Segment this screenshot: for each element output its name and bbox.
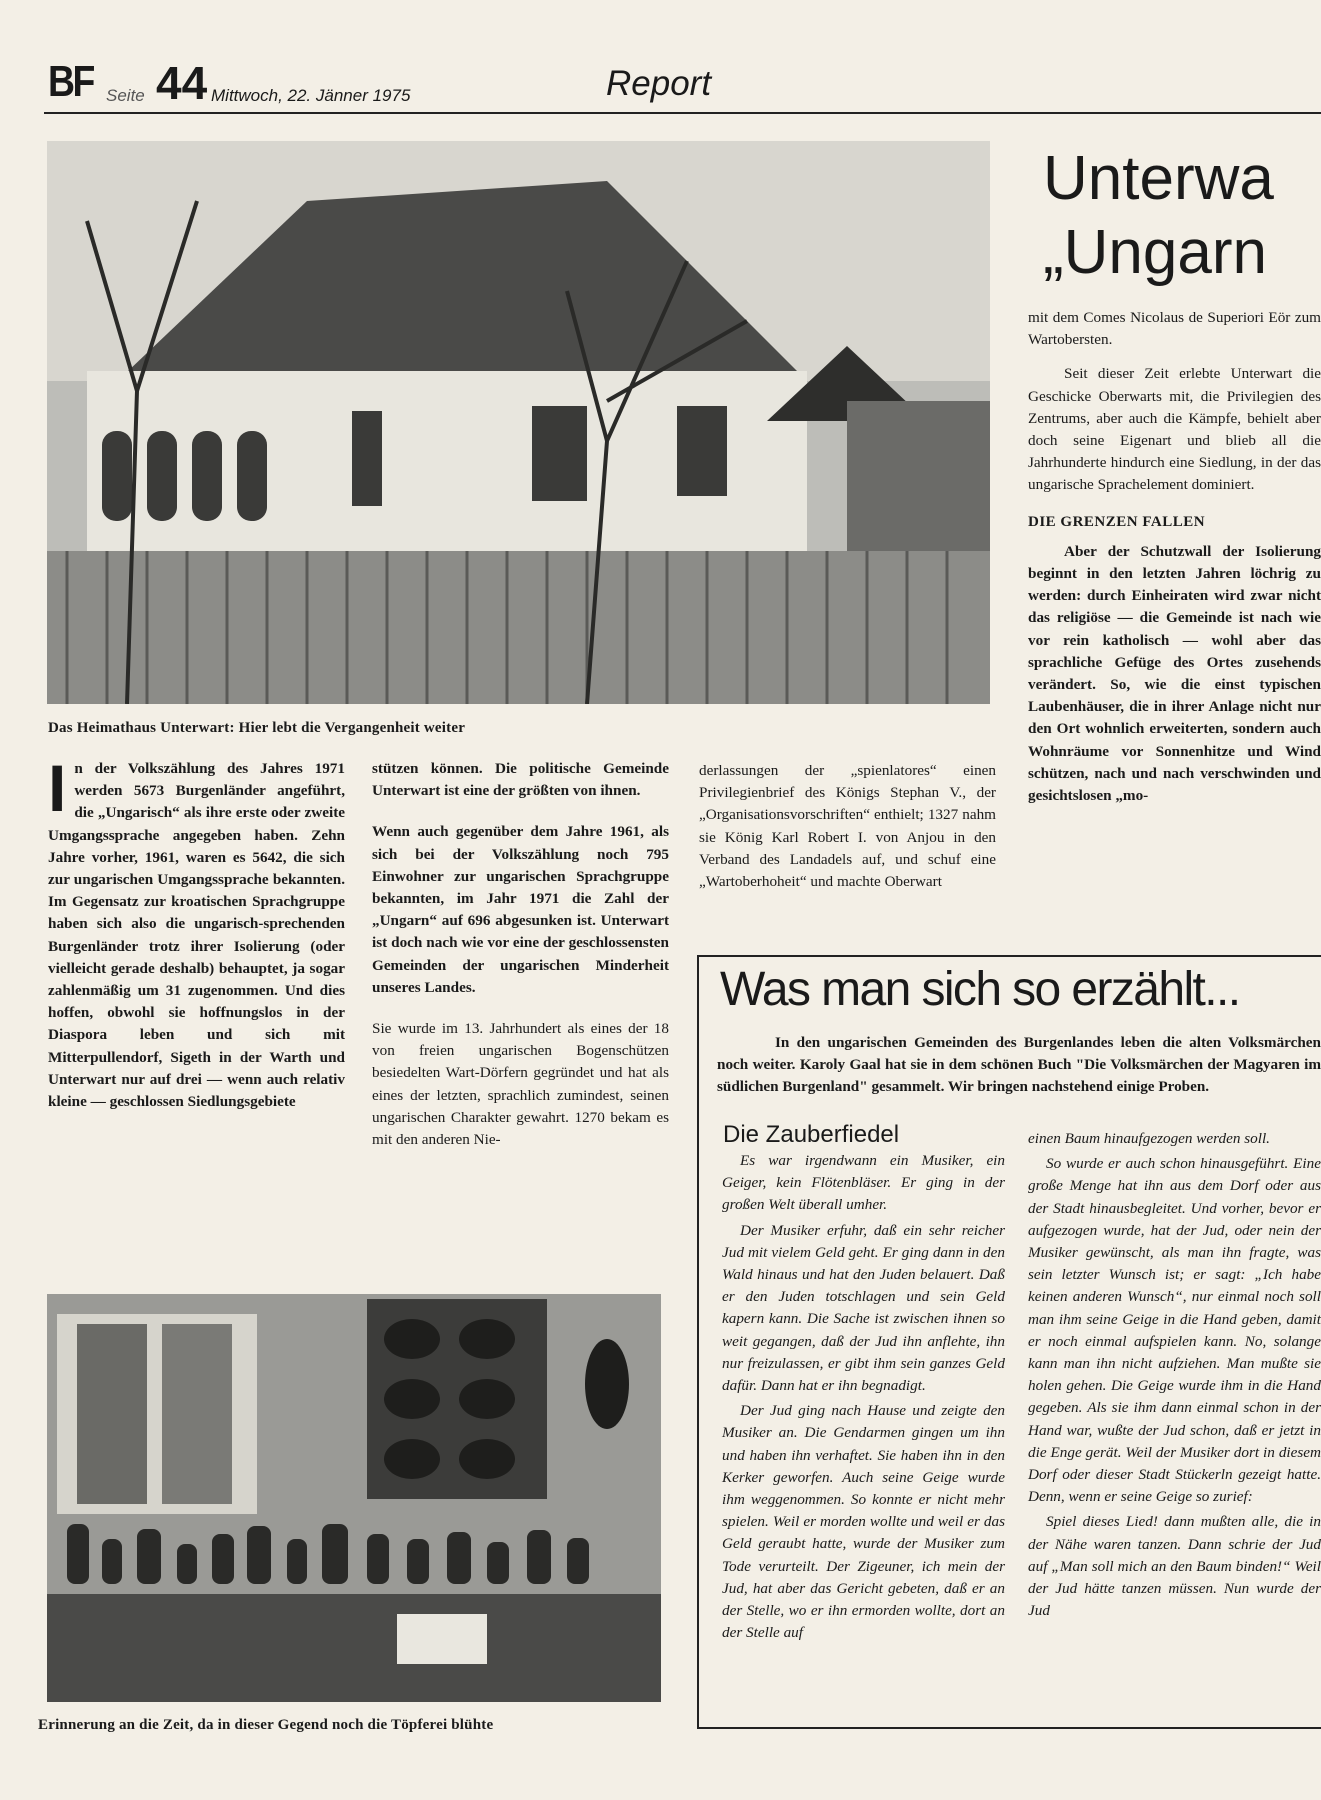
section-title: Report bbox=[606, 64, 712, 103]
article-paragraph: mit dem Comes Nicolaus de Superiori Eör zum Wartobersten. bbox=[1028, 309, 1321, 349]
story-paragraph: einen Baum hinaufgezogen werden soll. bbox=[1028, 1130, 1270, 1147]
article-paragraph: Aber der Schutzwall der Isolierung beginnt in den letzten Jahren löchrig zu werden: durch Einheiraten wird zwar nicht das religiöse — die Gemeinde ist nach wie vor rein katholisch — wohl aber das sprachliche Gefüge des Ortes zusehends verändert. So, wie die einst typischen Laubenhäuser, die in ihrer Anlage nicht nur den Ort wohnlich erweiterten, sondern auch Wohnräume vor Sonnenhitze und Wind schützen, nach und nach verschwinden und gesichtslosen „mo- bbox=[1028, 542, 1321, 805]
story-column-1 bbox=[722, 1150, 1005, 1647]
header-rule bbox=[44, 112, 1321, 114]
story-paragraph: Der Jud ging nach Hause und zeigte den Musiker an. Die Gendarmen gingen um ihn und haben ihn verhaftet. Sie haben ihn in den Kerker geworfen. Auch seine Geige wurde ihm weggenommen. So konnte er nicht mehr spielen. Weil er morden wollte und weil er das Geld geraubt hatte, wurde der Musiker zum Tode verurteilt. Der Zigeuner, ich mein der Jud, hat aber das Gericht gebeten, daß er an der Stelle, wo er ihn ermorden wollte, dort an der Stelle auf bbox=[722, 1402, 1005, 1642]
heimathaus-photo bbox=[47, 141, 990, 704]
page-label: Seite bbox=[106, 86, 145, 105]
photo-caption: Das Heimathaus Unterwart: Hier lebt die Vergangenheit weiter bbox=[48, 720, 466, 736]
headline-line-2: „Ungarn bbox=[1043, 218, 1267, 287]
article-subhead: DIE GRENZEN FALLEN bbox=[1028, 513, 1206, 530]
article-column-1 bbox=[48, 751, 345, 1132]
story-intro: In den ungarischen Gemeinden des Burgenlandes leben die alten Volksmärchen noch weiter. Karoly Gaal hat sie in dem schönen Buch "Die Volksmärchen der Magyaren im südlichen Burgenland" gesammelt. Wir bringen nachstehend einige Proben. bbox=[717, 1034, 1321, 1095]
story-heading: Die Zauberfiedel bbox=[723, 1121, 900, 1148]
story-paragraph: Es war irgendwann ein Musiker, ein Geiger, kein Flötenbläser. Er ging in der großen Welt überall umher. bbox=[722, 1152, 1005, 1214]
article-headline bbox=[1043, 142, 1274, 290]
story-paragraph: Der Musiker erfuhr, daß ein sehr reicher Jud mit vielem Geld geht. Er ging dann in den Wald hinaus und hat den Juden belauert. Daß er den Juden totschlagen und sein Geld kapern kann. Die Sache ist zwischen ihnen so weit gegangen, daß der Jud ihn anflehte, ihn nur freizulassen, er gibt ihm sein ganzes Geld dafür. Dann hat er ihn begnadigt. bbox=[722, 1221, 1005, 1395]
story-title: Was man sich so erzählt... bbox=[720, 963, 1240, 1016]
issue-date: Mittwoch, 22. Jänner 1975 bbox=[211, 86, 411, 105]
article-paragraph: In der Volkszählung des Jahres 1971 werden 5673 Burgenländer angeführt, die „Ungarisch“ als ihre erste oder zweite Umgangssprache angegeben haben. Zehn Jahre vorher, 1961, waren es 5642, die sich zur ungarischen Umgangssprache bekannten. Im Gegensatz zur kroatischen Sprachgruppe haben sich also die ungarisch-sprechenden Burgenländer trotz ihrer Isolierung (oder vielleicht gerade deshalb) behauptet, ja sogar zahlenmäßig um 31 zugenommen. Und dies hoffen, obwohl sie hoffnungslos in der Diaspora leben und sich mit Mitterpullendorf, Sigeth in der Warth und Unterwart nur auf drei — wenn auch relativ kleine — geschlossen Siedlungsgebiete bbox=[48, 751, 345, 1111]
story-paragraph: So wurde er auch schon hinausgeführt. Eine große Menge hat ihn aus dem Dorf oder aus der Stadt hinausbegleitet. Und vorher, bevor er aufgezogen wurde, hat der Jud, oder nein der Musiker gewünscht, als man ihn fragte, was sein letzter Wunsch ist; er sagt: „Ich habe keinen anderen Wunsch“, nur einmal noch soll man ihm seine Geige in die Hand geben, damit er noch einmal aufspielen kann. No, solange kann man ihn nicht aufziehen. Man mußte sie holen gehen. Die Geige wurde ihm in die Hand gegeben. Als sie ihm dann einmal schon in der Hand war, wußte der Jud schon, daß er jetzt in die Enge gerät. Weil der Musiker dort in diesem Dorf oder dieser Stadt Stückerln gezeigt hatte. Denn, wenn er seine Geige so zurief: bbox=[1028, 1155, 1321, 1506]
photo-caption: Erinnerung an die Zeit, da in dieser Gegend noch die Töpferei blühte bbox=[38, 1717, 494, 1733]
headline-line-1: Unterwa bbox=[1043, 144, 1274, 213]
article-column-3 bbox=[699, 760, 996, 912]
story-paragraph: Spiel dieses Lied! dann mußten alle, die in der Nähe waren tanzen. Dann schrie der Jud auf „Man soll mich an den Baum binden!“ Weil der Jud hätte tanzen müssen. Nun wurde der Jud bbox=[1028, 1513, 1321, 1620]
article-column-2 bbox=[372, 758, 669, 1170]
article-column-4 bbox=[1028, 307, 1321, 826]
article-paragraph: Seit dieser Zeit erlebte Unterwart die Geschicke Oberwarts mit, die Privilegien des Zentrums, aber auch die Kämpfe, behielt aber doch seine Eigenart und blieb all die Jahrhunderte hindurch eine Siedlung, in der das ungarische Sprachelement dominiert. bbox=[1028, 365, 1321, 494]
newspaper-logo: BF bbox=[48, 57, 93, 106]
page-number: 44 bbox=[156, 57, 208, 109]
article-paragraph: stützen können. Die politische Gemeinde Unterwart ist eine der größten von ihnen. bbox=[372, 760, 669, 800]
article-paragraph: Wenn auch gegenüber dem Jahre 1961, als sich bei der Volkszählung noch 795 Einwohner zur ungarischen Sprachgruppe bekannten, im Jahr 1971 die Zahl der „Ungarn“ auf 696 abgesunken ist. Unterwart ist doch nach wie vor eine der geschlossensten Gemeinden der ungarischen Minderheit unseres Landes. bbox=[372, 823, 669, 996]
pottery-photo bbox=[47, 1294, 661, 1702]
article-paragraph: derlassungen der „spienlatores“ einen Privilegienbrief des Königs Stephan V., der „Organisationsvorschriften“ enthielt; 1327 nahm sie König Karl Robert I. von Anjou in den Verband des Landadels auf, und schuf eine „Wartoberhoheit“ und machte Oberwart bbox=[699, 762, 996, 891]
article-paragraph: Sie wurde im 13. Jahrhundert als eines der 18 von freien ungarischen Bogenschützen besiedelten Wart-Dörfern gegründet und hat als eines der letzten, sprachlich zumindest, seinen ungarischen Charakter gewahrt. 1270 bekam es mit den anderen Nie- bbox=[372, 1020, 669, 1149]
story-column-2 bbox=[1028, 1128, 1321, 1625]
